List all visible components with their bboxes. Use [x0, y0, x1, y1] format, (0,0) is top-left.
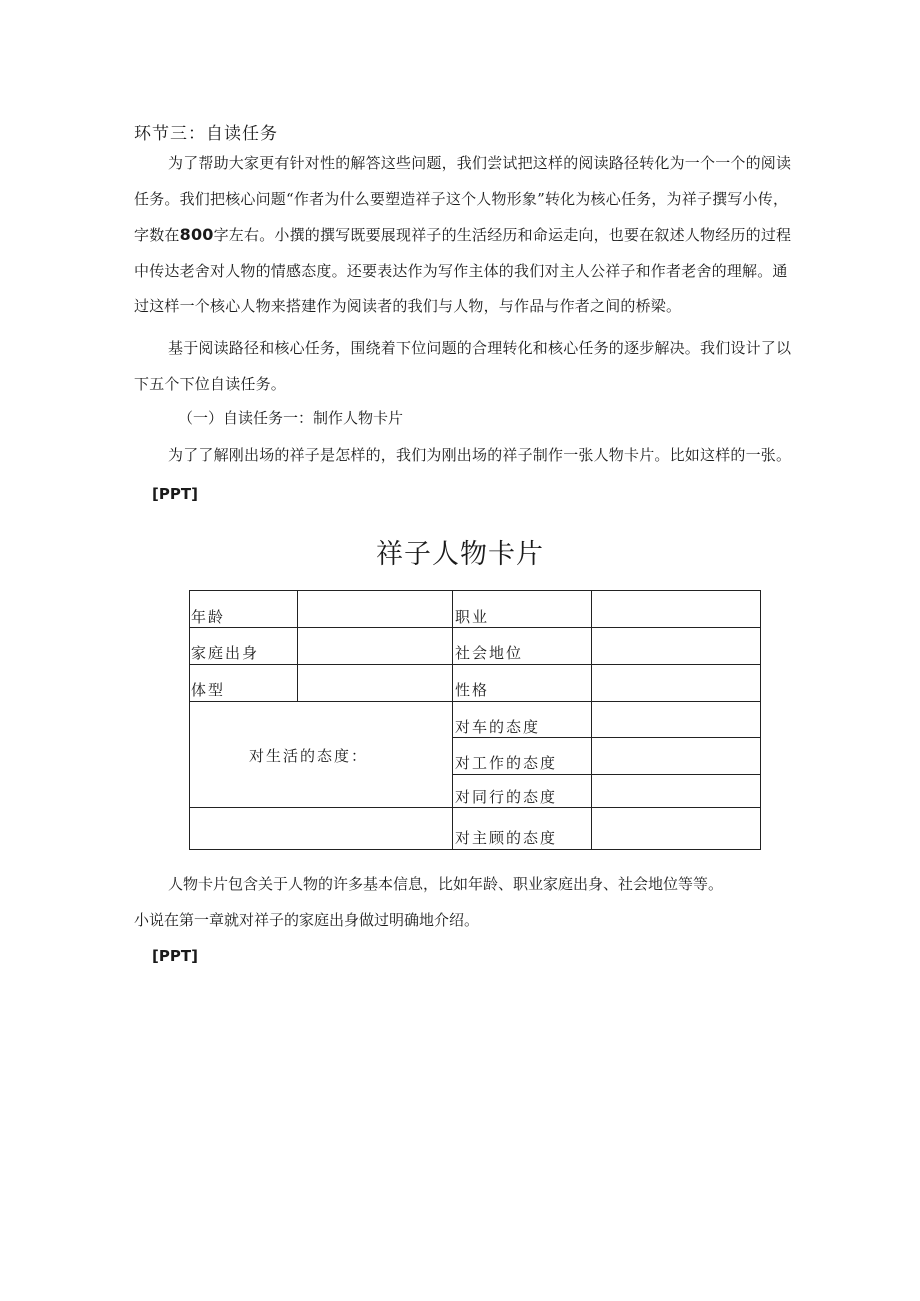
- ppt-label: [PPT]: [152, 947, 198, 965]
- label-attitude-life: 对生活的态度：: [249, 747, 369, 765]
- table-line: [189, 849, 761, 850]
- table-line: [189, 807, 761, 808]
- label-attitude-work: 对工作的态度: [455, 754, 558, 772]
- table-line: [452, 590, 453, 850]
- table-line: [189, 627, 761, 628]
- table-line: [591, 590, 592, 850]
- paragraph-card-intro: 为了了解刚出场的祥子是怎样的，我们为刚出场的祥子制作一张人物卡片。比如这样的一张。: [168, 446, 792, 464]
- label-personality: 性格: [455, 681, 490, 699]
- word-count-number: 800: [179, 225, 214, 244]
- card-title: 祥子人物卡片: [376, 539, 544, 570]
- table-line: [297, 590, 298, 701]
- label-family-background: 家庭出身: [191, 644, 260, 662]
- ppt-label: [PPT]: [152, 485, 198, 503]
- label-age: 年龄: [191, 608, 226, 626]
- paragraph-intro-text-b: 字左右。小撰的撰写既要展现祥子的生活经历和命运走向，也要在叙述人物经历的过程中传达老舍对人物的情感态度。还要表达作为写作主体的我们对主人公祥子和作者老舍的理解。通过这样一个核心人物来搭建作为阅读者的我们与人物，与作品与作者之间的桥梁。: [134, 226, 792, 315]
- table-line: [452, 737, 761, 738]
- table-line: [189, 701, 761, 702]
- label-social-status: 社会地位: [455, 644, 524, 662]
- label-attitude-peers: 对同行的态度: [455, 788, 558, 806]
- paragraph-intro-text-a: 为了帮助大家更有针对性的解答这些问题，我们尝试把这样的阅读路径转化为一个一个的阅读任务。我们把核心问题“作者为什么要塑造祥子这个人物形象”转化为核心任务，为祥子撰写小传，字数在: [134, 154, 792, 244]
- label-body-type: 体型: [191, 681, 226, 699]
- table-line: [189, 590, 761, 591]
- paragraph-design: 基于阅读路径和核心任务，围绕着下位问题的合理转化和核心任务的逐步解决。我们设计了以下五个下位自读任务。: [134, 339, 792, 393]
- table-line: [452, 774, 761, 775]
- label-attitude-clients: 对主顾的态度: [455, 829, 558, 847]
- paragraph-card-info: 人物卡片包含关于人物的许多基本信息，比如年龄、职业家庭出身、社会地位等等。: [168, 875, 724, 893]
- table-line: [189, 664, 761, 665]
- task-one-heading: （一）自读任务一：制作人物卡片: [178, 409, 404, 427]
- table-line: [760, 590, 761, 850]
- character-card-table: [189, 590, 761, 850]
- label-attitude-car: 对车的态度: [455, 718, 541, 736]
- table-line: [189, 590, 190, 850]
- section-heading: 环节三：自读任务: [134, 124, 278, 144]
- label-occupation: 职业: [455, 608, 490, 626]
- paragraph-intro: [134, 146, 794, 325]
- paragraph-chapter-note: 小说在第一章就对祥子的家庭出身做过明确地介绍。: [134, 911, 480, 929]
